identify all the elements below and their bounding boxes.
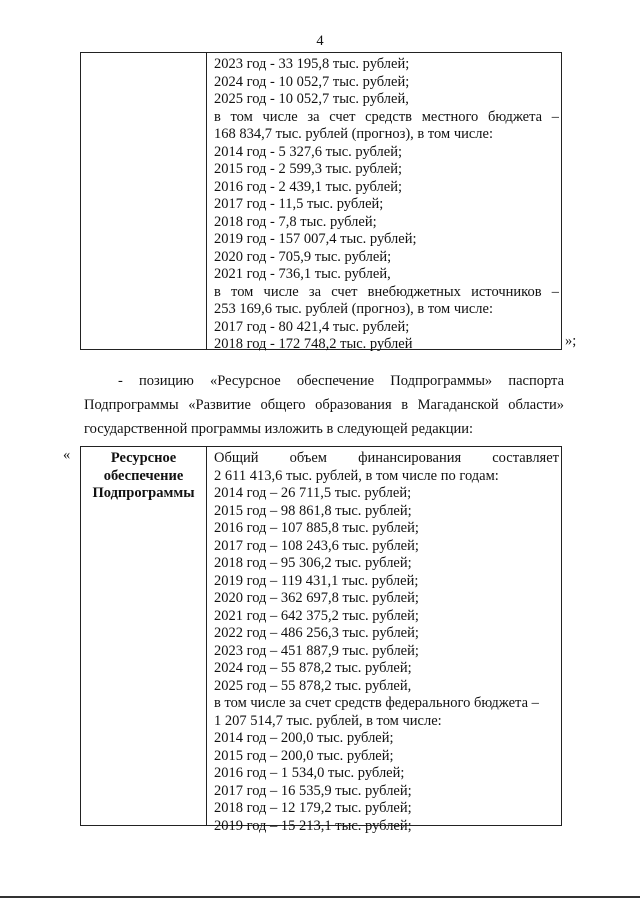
page-number: 4 <box>316 33 324 49</box>
funding-line: 2019 год – 119 431,1 тыс. рублей; <box>214 572 419 589</box>
funding-line: 2014 год - 5 327,6 тыс. рублей; <box>214 143 402 160</box>
funding-line: 2025 год - 10 052,7 тыс. рублей, <box>214 91 409 107</box>
funding-line: 2018 год - 172 748,2 тыс. рублей <box>214 336 413 352</box>
funding-line: 2014 год – 200,0 тыс. рублей; <box>214 730 394 746</box>
funding-line: 2025 год – 55 878,2 тыс. рублей, <box>214 677 412 694</box>
funding-line: 2018 год - 7,8 тыс. рублей; <box>214 213 377 230</box>
funding-line: в том числе за счет средств местного бюджета – <box>214 108 559 125</box>
funding-line: 2021 год - 736,1 тыс. рублей, <box>214 266 391 282</box>
instruction-paragraph-line-2: Подпрограммы «Развитие общего образования в Магаданской области» <box>84 397 564 413</box>
funding-line: в том числе за счет средств федерального бюджета – <box>214 695 539 711</box>
funding-line: Общий объем финансирования составляет <box>214 450 559 466</box>
funding-line: 2017 год - 80 421,4 тыс. рублей; <box>214 318 410 335</box>
funding-text-column <box>214 56 559 354</box>
funding-line: 2018 год – 12 179,2 тыс. рублей; <box>214 800 412 816</box>
funding-line: 2020 год – 362 697,8 тыс. рублей; <box>214 590 419 606</box>
instruction-paragraph-line-3: государственной программы изложить в следующей редакции: <box>84 421 474 437</box>
funding-line: 2023 год – 451 887,9 тыс. рублей; <box>214 642 419 659</box>
label-line: Ресурсное <box>110 450 177 466</box>
funding-line: 1 207 514,7 тыс. рублей, в том числе: <box>214 712 442 729</box>
opening-quote-mark: « <box>63 447 71 463</box>
funding-line: 2016 год - 2 439,1 тыс. рублей; <box>214 178 402 195</box>
funding-line: 2017 год - 11,5 тыс. рублей; <box>214 196 384 212</box>
instruction-paragraph-line-1: - позицию «Ресурсное обеспечение Подпрограммы» паспорта <box>118 373 564 389</box>
funding-line: 2015 год - 2 599,3 тыс. рублей; <box>214 161 402 177</box>
funding-line: 2015 год – 98 861,8 тыс. рублей; <box>214 502 412 519</box>
funding-line: 2022 год – 486 256,3 тыс. рублей; <box>214 625 419 641</box>
column-divider <box>206 53 207 349</box>
closing-quote-mark: »; <box>565 333 577 349</box>
funding-line: 2016 год – 107 885,8 тыс. рублей; <box>214 520 419 536</box>
funding-line: 2016 год – 1 534,0 тыс. рублей; <box>214 765 405 781</box>
label-line: обеспечение <box>103 467 184 484</box>
funding-line: 2018 год – 95 306,2 тыс. рублей; <box>214 555 412 571</box>
resource-provision-table <box>80 446 562 834</box>
funding-table-continuation <box>80 52 562 350</box>
funding-line: 168 834,7 тыс. рублей (прогноз), в том числе: <box>214 126 494 142</box>
funding-line: 2019 год – 15 213,1 тыс. рублей; <box>214 817 412 834</box>
page-bottom-rule <box>0 896 640 898</box>
funding-line: 2017 год – 108 243,6 тыс. рублей; <box>214 537 419 554</box>
label-line: Подпрограммы <box>92 485 195 501</box>
funding-line: 253 169,6 тыс. рублей (прогноз), в том числе: <box>214 301 494 317</box>
funding-line: 2021 год – 642 375,2 тыс. рублей; <box>214 607 419 624</box>
funding-line: в том числе за счет внебюджетных источников – <box>214 283 559 300</box>
funding-text-column <box>214 450 559 835</box>
funding-line: 2023 год - 33 195,8 тыс. рублей; <box>214 56 410 72</box>
funding-line: 2020 год - 705,9 тыс. рублей; <box>214 248 392 265</box>
resource-provision-label <box>81 450 206 503</box>
column-divider <box>206 447 207 825</box>
funding-line: 2019 год - 157 007,4 тыс. рублей; <box>214 231 417 247</box>
funding-line: 2017 год – 16 535,9 тыс. рублей; <box>214 782 412 799</box>
funding-line: 2014 год – 26 711,5 тыс. рублей; <box>214 485 412 501</box>
funding-line: 2024 год – 55 878,2 тыс. рублей; <box>214 660 412 676</box>
funding-line: 2 611 413,6 тыс. рублей, в том числе по годам: <box>214 467 499 484</box>
funding-line: 2024 год - 10 052,7 тыс. рублей; <box>214 73 410 90</box>
funding-line: 2015 год – 200,0 тыс. рублей; <box>214 747 394 764</box>
